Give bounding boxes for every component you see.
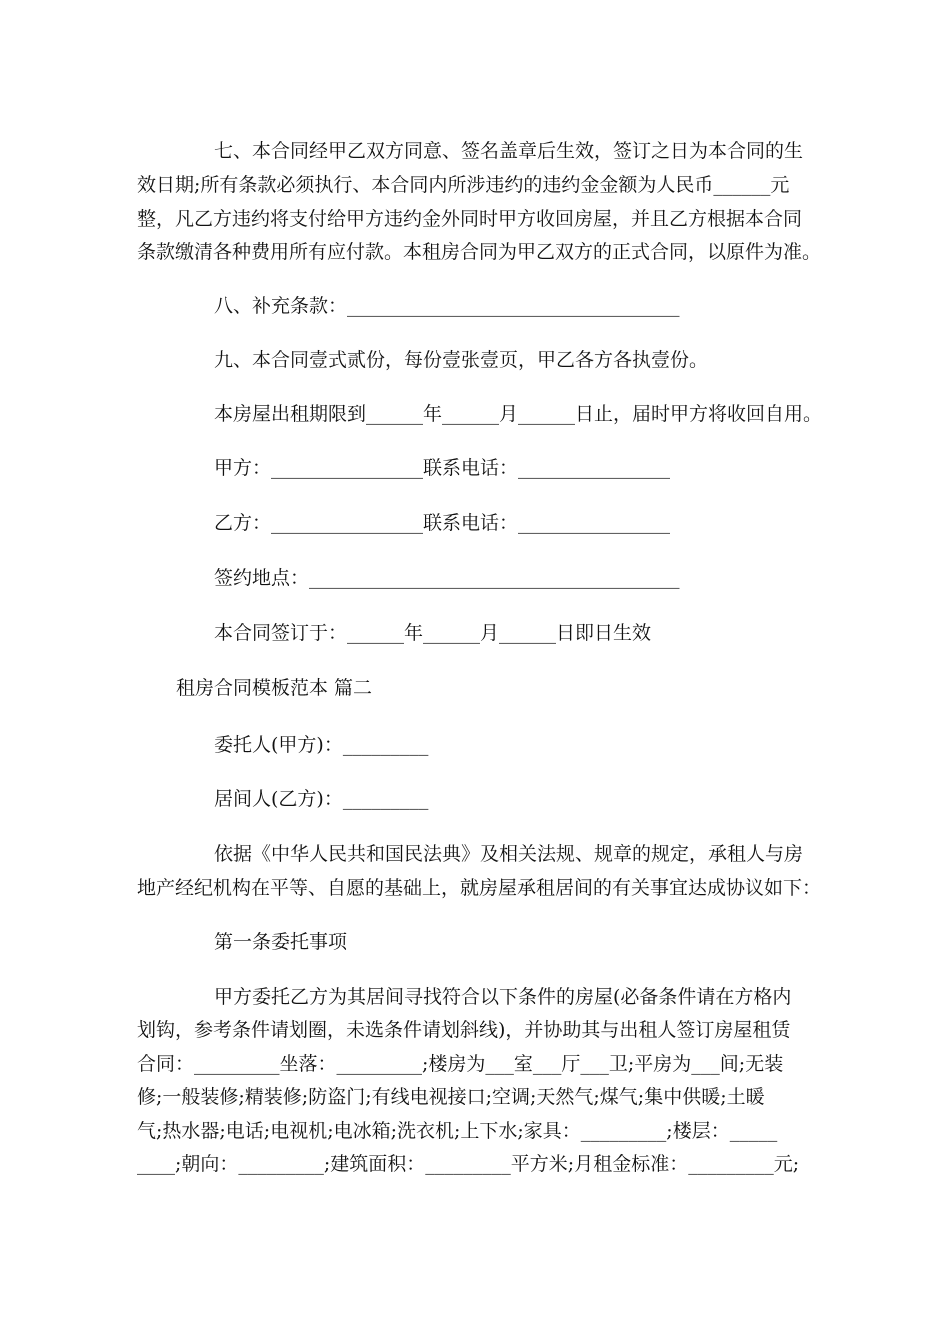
section-title-part-two: 租房合同模板范本 篇二 bbox=[176, 677, 373, 699]
signing-location-line: 签约地点：_______________________________________ bbox=[214, 567, 680, 589]
article-1-line-1: 甲方委托乙方为其居间寻找符合以下条件的房屋(必备条件请在方格内 bbox=[214, 986, 792, 1008]
basis-paragraph-line-2: 地产经纪机构在平等、自愿的基础上，就房屋承租居间的有关事宜达成协议如下： bbox=[137, 877, 822, 899]
basis-paragraph-line-1: 依据《中华人民共和国民法典》及相关法规、规章的规定，承租人与房 bbox=[214, 843, 804, 865]
lease-term-line: 本房屋出租期限到______年______月______日止，届时甲方将收回自用。 bbox=[214, 403, 823, 425]
party-b-line: 乙方：________________联系电话：________________ bbox=[214, 512, 671, 534]
party-a-line: 甲方：________________联系电话：________________ bbox=[214, 457, 671, 479]
article-1-line-3: 合同：_________坐落：_________;楼房为___室___厅___卫;平房为___间;无装 bbox=[137, 1053, 784, 1075]
paragraph-7-line-1: 七、本合同经甲乙双方同意、签名盖章后生效，签订之日为本合同的生 bbox=[214, 140, 804, 162]
intermediary-line: 居间人(乙方)：_________ bbox=[214, 788, 429, 810]
paragraph-7-line-4: 条款缴清各种费用所有应付款。本租房合同为甲乙双方的正式合同，以原件为准。 bbox=[137, 241, 822, 263]
article-1-line-5: 气;热水器;电话;电视机;电冰箱;洗衣机;上下水;家具：_________;楼层：_____ bbox=[137, 1120, 778, 1142]
supplementary-terms-line: 八、补充条款：___________________________________ bbox=[214, 295, 680, 317]
article-1-heading: 第一条委托事项 bbox=[214, 931, 348, 953]
principal-line: 委托人(甲方)：_________ bbox=[214, 734, 429, 756]
article-1-line-2: 划钩，参考条件请划圈，未选条件请划斜线)，并协助其与出租人签订房屋租赁 bbox=[137, 1019, 791, 1041]
article-1-line-4: 修;一般装修;精装修;防盗门;有线电视接口;空调;天然气;煤气;集中供暖;土暖 bbox=[137, 1086, 765, 1108]
copies-clause-line: 九、本合同壹式贰份，每份壹张壹页，甲乙各方各执壹份。 bbox=[214, 349, 709, 371]
article-1-line-6: ____;朝向：_________;建筑面积：_________平方米;月租金标准：_________元; bbox=[137, 1153, 800, 1175]
signing-date-line: 本合同签订于：______年______月______日即日生效 bbox=[214, 622, 652, 644]
paragraph-7-line-3: 整，凡乙方违约将支付给甲方违约金外同时甲方收回房屋，并且乙方根据本合同 bbox=[137, 208, 803, 230]
paragraph-7-line-2: 效日期;所有条款必须执行、本合同内所涉违约的违约金金额为人民币______元 bbox=[137, 174, 790, 196]
